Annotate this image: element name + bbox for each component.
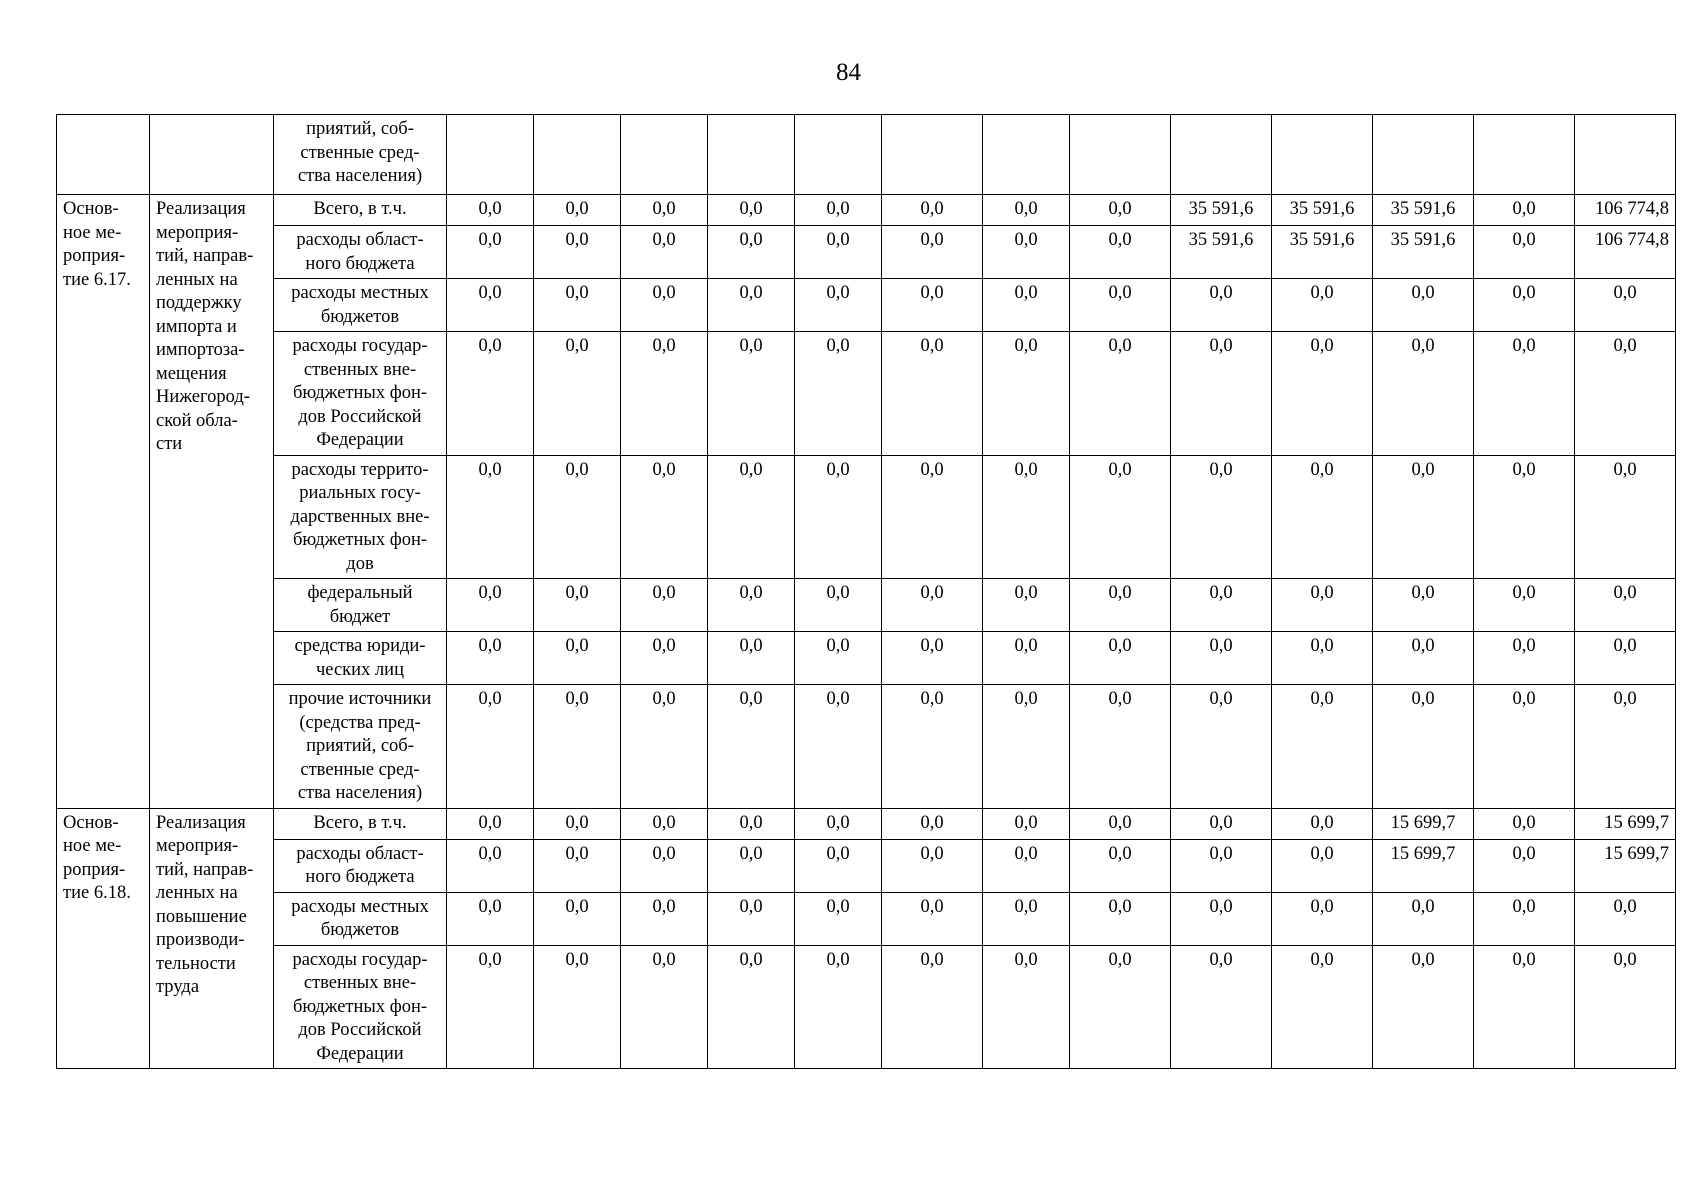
value-cell: 0,0 xyxy=(1474,332,1575,456)
measure-code-cell xyxy=(57,195,150,809)
value-cell: 0,0 xyxy=(621,808,708,839)
table-row xyxy=(57,839,1676,892)
table-row xyxy=(57,892,1676,945)
table-row xyxy=(57,279,1676,332)
value-cell: 0,0 xyxy=(795,839,882,892)
measure-name: Реализация мероприя- тий, направ- ленных на поддержку импорта и импортоза- мещения Нижегород- ской обла- сти xyxy=(156,199,254,454)
value-cell: 0,0 xyxy=(534,226,621,279)
value-cell: 0,0 xyxy=(983,685,1070,809)
value-cell: 0,0 xyxy=(882,332,983,456)
funding-source-cell xyxy=(274,195,447,226)
value-cell: 0,0 xyxy=(1474,892,1575,945)
value-cell: 0,0 xyxy=(882,226,983,279)
value-cell: 0,0 xyxy=(708,279,795,332)
funding-source-label: расходы террито- риальных госу- дарственных вне- бюджетных фон- дов xyxy=(290,459,430,574)
value-cell: 106 774,8 xyxy=(1575,195,1676,226)
value-cell: 0,0 xyxy=(1474,579,1575,632)
value-cell: 0,0 xyxy=(708,226,795,279)
measure-name-cell xyxy=(150,195,274,809)
empty-cell xyxy=(1474,115,1575,195)
funding-source-cell xyxy=(274,632,447,685)
value-cell: 0,0 xyxy=(621,455,708,579)
value-cell: 0,0 xyxy=(882,892,983,945)
value-cell: 35 591,6 xyxy=(1272,226,1373,279)
funding-source-label: средства юриди- ческих лиц xyxy=(294,636,426,680)
empty-cell xyxy=(708,115,795,195)
value-cell: 0,0 xyxy=(1474,279,1575,332)
value-cell: 0,0 xyxy=(1575,632,1676,685)
value-cell: 0,0 xyxy=(1070,945,1171,1069)
value-cell: 0,0 xyxy=(1373,332,1474,456)
value-cell: 0,0 xyxy=(1575,892,1676,945)
value-cell: 0,0 xyxy=(795,332,882,456)
value-cell: 0,0 xyxy=(1272,579,1373,632)
value-cell: 0,0 xyxy=(1070,808,1171,839)
value-cell: 0,0 xyxy=(795,945,882,1069)
value-cell: 15 699,7 xyxy=(1373,808,1474,839)
value-cell: 0,0 xyxy=(1171,455,1272,579)
value-cell: 0,0 xyxy=(1171,632,1272,685)
value-cell: 0,0 xyxy=(1474,808,1575,839)
funding-source-label: расходы местных бюджетов xyxy=(291,896,429,940)
value-cell: 0,0 xyxy=(1272,945,1373,1069)
value-cell: 0,0 xyxy=(621,226,708,279)
value-cell: 0,0 xyxy=(447,945,534,1069)
value-cell: 0,0 xyxy=(1272,632,1373,685)
value-cell: 0,0 xyxy=(983,279,1070,332)
value-cell: 0,0 xyxy=(534,455,621,579)
value-cell: 0,0 xyxy=(795,226,882,279)
value-cell: 35 591,6 xyxy=(1272,195,1373,226)
value-cell: 0,0 xyxy=(1272,279,1373,332)
value-cell: 0,0 xyxy=(1070,226,1171,279)
funding-source-label: расходы местных бюджетов xyxy=(291,283,429,327)
value-cell: 0,0 xyxy=(795,632,882,685)
value-cell: 35 591,6 xyxy=(1373,226,1474,279)
value-cell: 0,0 xyxy=(1575,579,1676,632)
empty-cell xyxy=(1373,115,1474,195)
funding-source-label: прочие источники (средства пред- приятий, соб- ственные сред- ства населения) xyxy=(288,689,432,803)
value-cell: 0,0 xyxy=(447,226,534,279)
funding-source-cell xyxy=(274,115,447,195)
value-cell: 0,0 xyxy=(534,839,621,892)
table-row xyxy=(57,195,1676,226)
value-cell: 0,0 xyxy=(1272,808,1373,839)
funding-source-label: федеральный бюджет xyxy=(307,583,413,627)
value-cell: 0,0 xyxy=(1171,279,1272,332)
value-cell: 0,0 xyxy=(1171,808,1272,839)
value-cell: 0,0 xyxy=(1171,892,1272,945)
value-cell: 0,0 xyxy=(983,579,1070,632)
value-cell: 0,0 xyxy=(882,279,983,332)
value-cell: 0,0 xyxy=(1272,332,1373,456)
value-cell: 0,0 xyxy=(882,808,983,839)
value-cell: 0,0 xyxy=(447,279,534,332)
value-cell: 0,0 xyxy=(534,945,621,1069)
value-cell: 0,0 xyxy=(447,892,534,945)
value-cell: 0,0 xyxy=(621,685,708,809)
value-cell: 0,0 xyxy=(882,839,983,892)
value-cell: 0,0 xyxy=(1272,892,1373,945)
value-cell: 0,0 xyxy=(1070,279,1171,332)
value-cell: 0,0 xyxy=(1070,892,1171,945)
value-cell: 0,0 xyxy=(983,808,1070,839)
funding-source-cell xyxy=(274,808,447,839)
value-cell: 0,0 xyxy=(1474,195,1575,226)
empty-cell xyxy=(447,115,534,195)
value-cell: 0,0 xyxy=(983,455,1070,579)
value-cell: 0,0 xyxy=(1575,945,1676,1069)
value-cell: 0,0 xyxy=(1272,685,1373,809)
value-cell: 0,0 xyxy=(447,579,534,632)
table-row xyxy=(57,455,1676,579)
value-cell: 0,0 xyxy=(447,839,534,892)
funding-source-cell xyxy=(274,332,447,456)
value-cell: 0,0 xyxy=(708,808,795,839)
value-cell: 0,0 xyxy=(1070,579,1171,632)
table-body xyxy=(57,115,1676,1069)
value-cell: 0,0 xyxy=(1070,632,1171,685)
measure-code: Основ- ное ме- роприя- тие 6.17. xyxy=(63,199,131,290)
value-cell: 0,0 xyxy=(534,808,621,839)
value-cell: 35 591,6 xyxy=(1171,226,1272,279)
empty-cell xyxy=(882,115,983,195)
empty-cell xyxy=(621,115,708,195)
empty-cell xyxy=(57,115,150,195)
empty-cell xyxy=(1171,115,1272,195)
value-cell: 0,0 xyxy=(447,685,534,809)
value-cell: 0,0 xyxy=(1171,945,1272,1069)
value-cell: 0,0 xyxy=(983,839,1070,892)
value-cell: 0,0 xyxy=(1272,455,1373,579)
value-cell: 0,0 xyxy=(1171,839,1272,892)
value-cell: 0,0 xyxy=(1171,685,1272,809)
funding-source-label: расходы государ- ственных вне- бюджетных фон- дов Российской Федерации xyxy=(292,336,428,450)
value-cell: 15 699,7 xyxy=(1373,839,1474,892)
measure-code: Основ- ное ме- роприя- тие 6.18. xyxy=(63,812,131,903)
value-cell: 0,0 xyxy=(447,632,534,685)
table-row xyxy=(57,685,1676,809)
value-cell: 0,0 xyxy=(708,455,795,579)
value-cell: 0,0 xyxy=(447,195,534,226)
value-cell: 0,0 xyxy=(1272,839,1373,892)
value-cell: 0,0 xyxy=(1373,945,1474,1069)
value-cell: 0,0 xyxy=(621,839,708,892)
value-cell: 0,0 xyxy=(621,279,708,332)
value-cell: 0,0 xyxy=(795,892,882,945)
funding-source-label: Всего, в т.ч. xyxy=(313,199,407,219)
table-row xyxy=(57,579,1676,632)
value-cell: 0,0 xyxy=(1575,685,1676,809)
value-cell: 0,0 xyxy=(983,892,1070,945)
value-cell: 0,0 xyxy=(1373,632,1474,685)
value-cell: 0,0 xyxy=(1575,279,1676,332)
funding-source-cell xyxy=(274,455,447,579)
value-cell: 0,0 xyxy=(882,945,983,1069)
funding-source-cell xyxy=(274,579,447,632)
funding-source-label: Всего, в т.ч. xyxy=(313,812,407,833)
empty-cell xyxy=(150,115,274,195)
value-cell: 0,0 xyxy=(621,632,708,685)
value-cell: 35 591,6 xyxy=(1171,195,1272,226)
value-cell: 0,0 xyxy=(708,839,795,892)
value-cell: 0,0 xyxy=(882,455,983,579)
empty-cell xyxy=(795,115,882,195)
empty-cell xyxy=(983,115,1070,195)
value-cell: 0,0 xyxy=(1474,632,1575,685)
value-cell: 0,0 xyxy=(1474,839,1575,892)
value-cell: 0,0 xyxy=(534,632,621,685)
table-row xyxy=(57,808,1676,839)
empty-cell xyxy=(1272,115,1373,195)
measure-name: Реализация мероприя- тий, направ- ленных на повышение производи- тельности труда xyxy=(156,812,254,997)
value-cell: 0,0 xyxy=(534,332,621,456)
funding-source-cell xyxy=(274,892,447,945)
value-cell: 0,0 xyxy=(708,685,795,809)
funding-source-cell xyxy=(274,226,447,279)
value-cell: 0,0 xyxy=(534,579,621,632)
value-cell: 0,0 xyxy=(447,808,534,839)
value-cell: 0,0 xyxy=(1373,455,1474,579)
value-cell: 0,0 xyxy=(708,579,795,632)
value-cell: 0,0 xyxy=(882,685,983,809)
value-cell: 0,0 xyxy=(882,579,983,632)
value-cell: 0,0 xyxy=(1070,195,1171,226)
value-cell: 0,0 xyxy=(1474,685,1575,809)
value-cell: 0,0 xyxy=(795,455,882,579)
value-cell: 0,0 xyxy=(983,632,1070,685)
value-cell: 15 699,7 xyxy=(1575,808,1676,839)
value-cell: 0,0 xyxy=(1575,455,1676,579)
value-cell: 0,0 xyxy=(708,945,795,1069)
empty-cell xyxy=(1070,115,1171,195)
value-cell: 0,0 xyxy=(621,945,708,1069)
value-cell: 15 699,7 xyxy=(1575,839,1676,892)
funding-source-cell xyxy=(274,839,447,892)
funding-source-label: приятий, соб- ственные сред- ства населения) xyxy=(297,119,423,186)
value-cell: 0,0 xyxy=(534,195,621,226)
table-row xyxy=(57,226,1676,279)
value-cell: 0,0 xyxy=(534,279,621,332)
value-cell: 0,0 xyxy=(621,195,708,226)
value-cell: 0,0 xyxy=(1070,455,1171,579)
value-cell: 0,0 xyxy=(795,195,882,226)
value-cell: 0,0 xyxy=(1474,226,1575,279)
funding-source-label: расходы област- ного бюджета xyxy=(296,843,424,887)
value-cell: 0,0 xyxy=(447,332,534,456)
funding-source-label: расходы государ- ственных вне- бюджетных фон- дов Российской Федерации xyxy=(292,949,428,1064)
value-cell: 0,0 xyxy=(795,279,882,332)
value-cell: 0,0 xyxy=(1373,892,1474,945)
budget-table xyxy=(56,114,1676,1069)
table-row xyxy=(57,945,1676,1069)
empty-cell xyxy=(1575,115,1676,195)
value-cell: 0,0 xyxy=(1373,685,1474,809)
value-cell: 0,0 xyxy=(983,226,1070,279)
value-cell: 106 774,8 xyxy=(1575,226,1676,279)
value-cell: 0,0 xyxy=(1171,332,1272,456)
value-cell: 0,0 xyxy=(795,579,882,632)
value-cell: 0,0 xyxy=(708,195,795,226)
empty-cell xyxy=(534,115,621,195)
value-cell: 0,0 xyxy=(708,632,795,685)
value-cell: 0,0 xyxy=(1171,579,1272,632)
funding-source-cell xyxy=(274,279,447,332)
value-cell: 0,0 xyxy=(1373,579,1474,632)
value-cell: 0,0 xyxy=(1474,945,1575,1069)
value-cell: 0,0 xyxy=(534,892,621,945)
funding-source-cell xyxy=(274,945,447,1069)
value-cell: 0,0 xyxy=(621,892,708,945)
value-cell: 0,0 xyxy=(795,685,882,809)
value-cell: 0,0 xyxy=(983,332,1070,456)
value-cell: 0,0 xyxy=(708,332,795,456)
value-cell: 0,0 xyxy=(1070,332,1171,456)
table-row xyxy=(57,332,1676,456)
value-cell: 0,0 xyxy=(1070,839,1171,892)
value-cell: 0,0 xyxy=(621,579,708,632)
value-cell: 0,0 xyxy=(534,685,621,809)
value-cell: 0,0 xyxy=(882,632,983,685)
value-cell: 0,0 xyxy=(795,808,882,839)
value-cell: 0,0 xyxy=(1373,279,1474,332)
value-cell: 35 591,6 xyxy=(1373,195,1474,226)
measure-code-cell xyxy=(57,808,150,1069)
value-cell: 0,0 xyxy=(1474,455,1575,579)
page-number: 84 xyxy=(836,59,861,86)
value-cell: 0,0 xyxy=(1575,332,1676,456)
value-cell: 0,0 xyxy=(708,892,795,945)
value-cell: 0,0 xyxy=(1070,685,1171,809)
value-cell: 0,0 xyxy=(983,195,1070,226)
value-cell: 0,0 xyxy=(621,332,708,456)
value-cell: 0,0 xyxy=(983,945,1070,1069)
value-cell: 0,0 xyxy=(882,195,983,226)
funding-source-cell xyxy=(274,685,447,809)
measure-name-cell xyxy=(150,808,274,1069)
funding-source-label: расходы област- ного бюджета xyxy=(296,230,424,274)
continuation-row xyxy=(57,115,1676,195)
table-row xyxy=(57,632,1676,685)
value-cell: 0,0 xyxy=(447,455,534,579)
